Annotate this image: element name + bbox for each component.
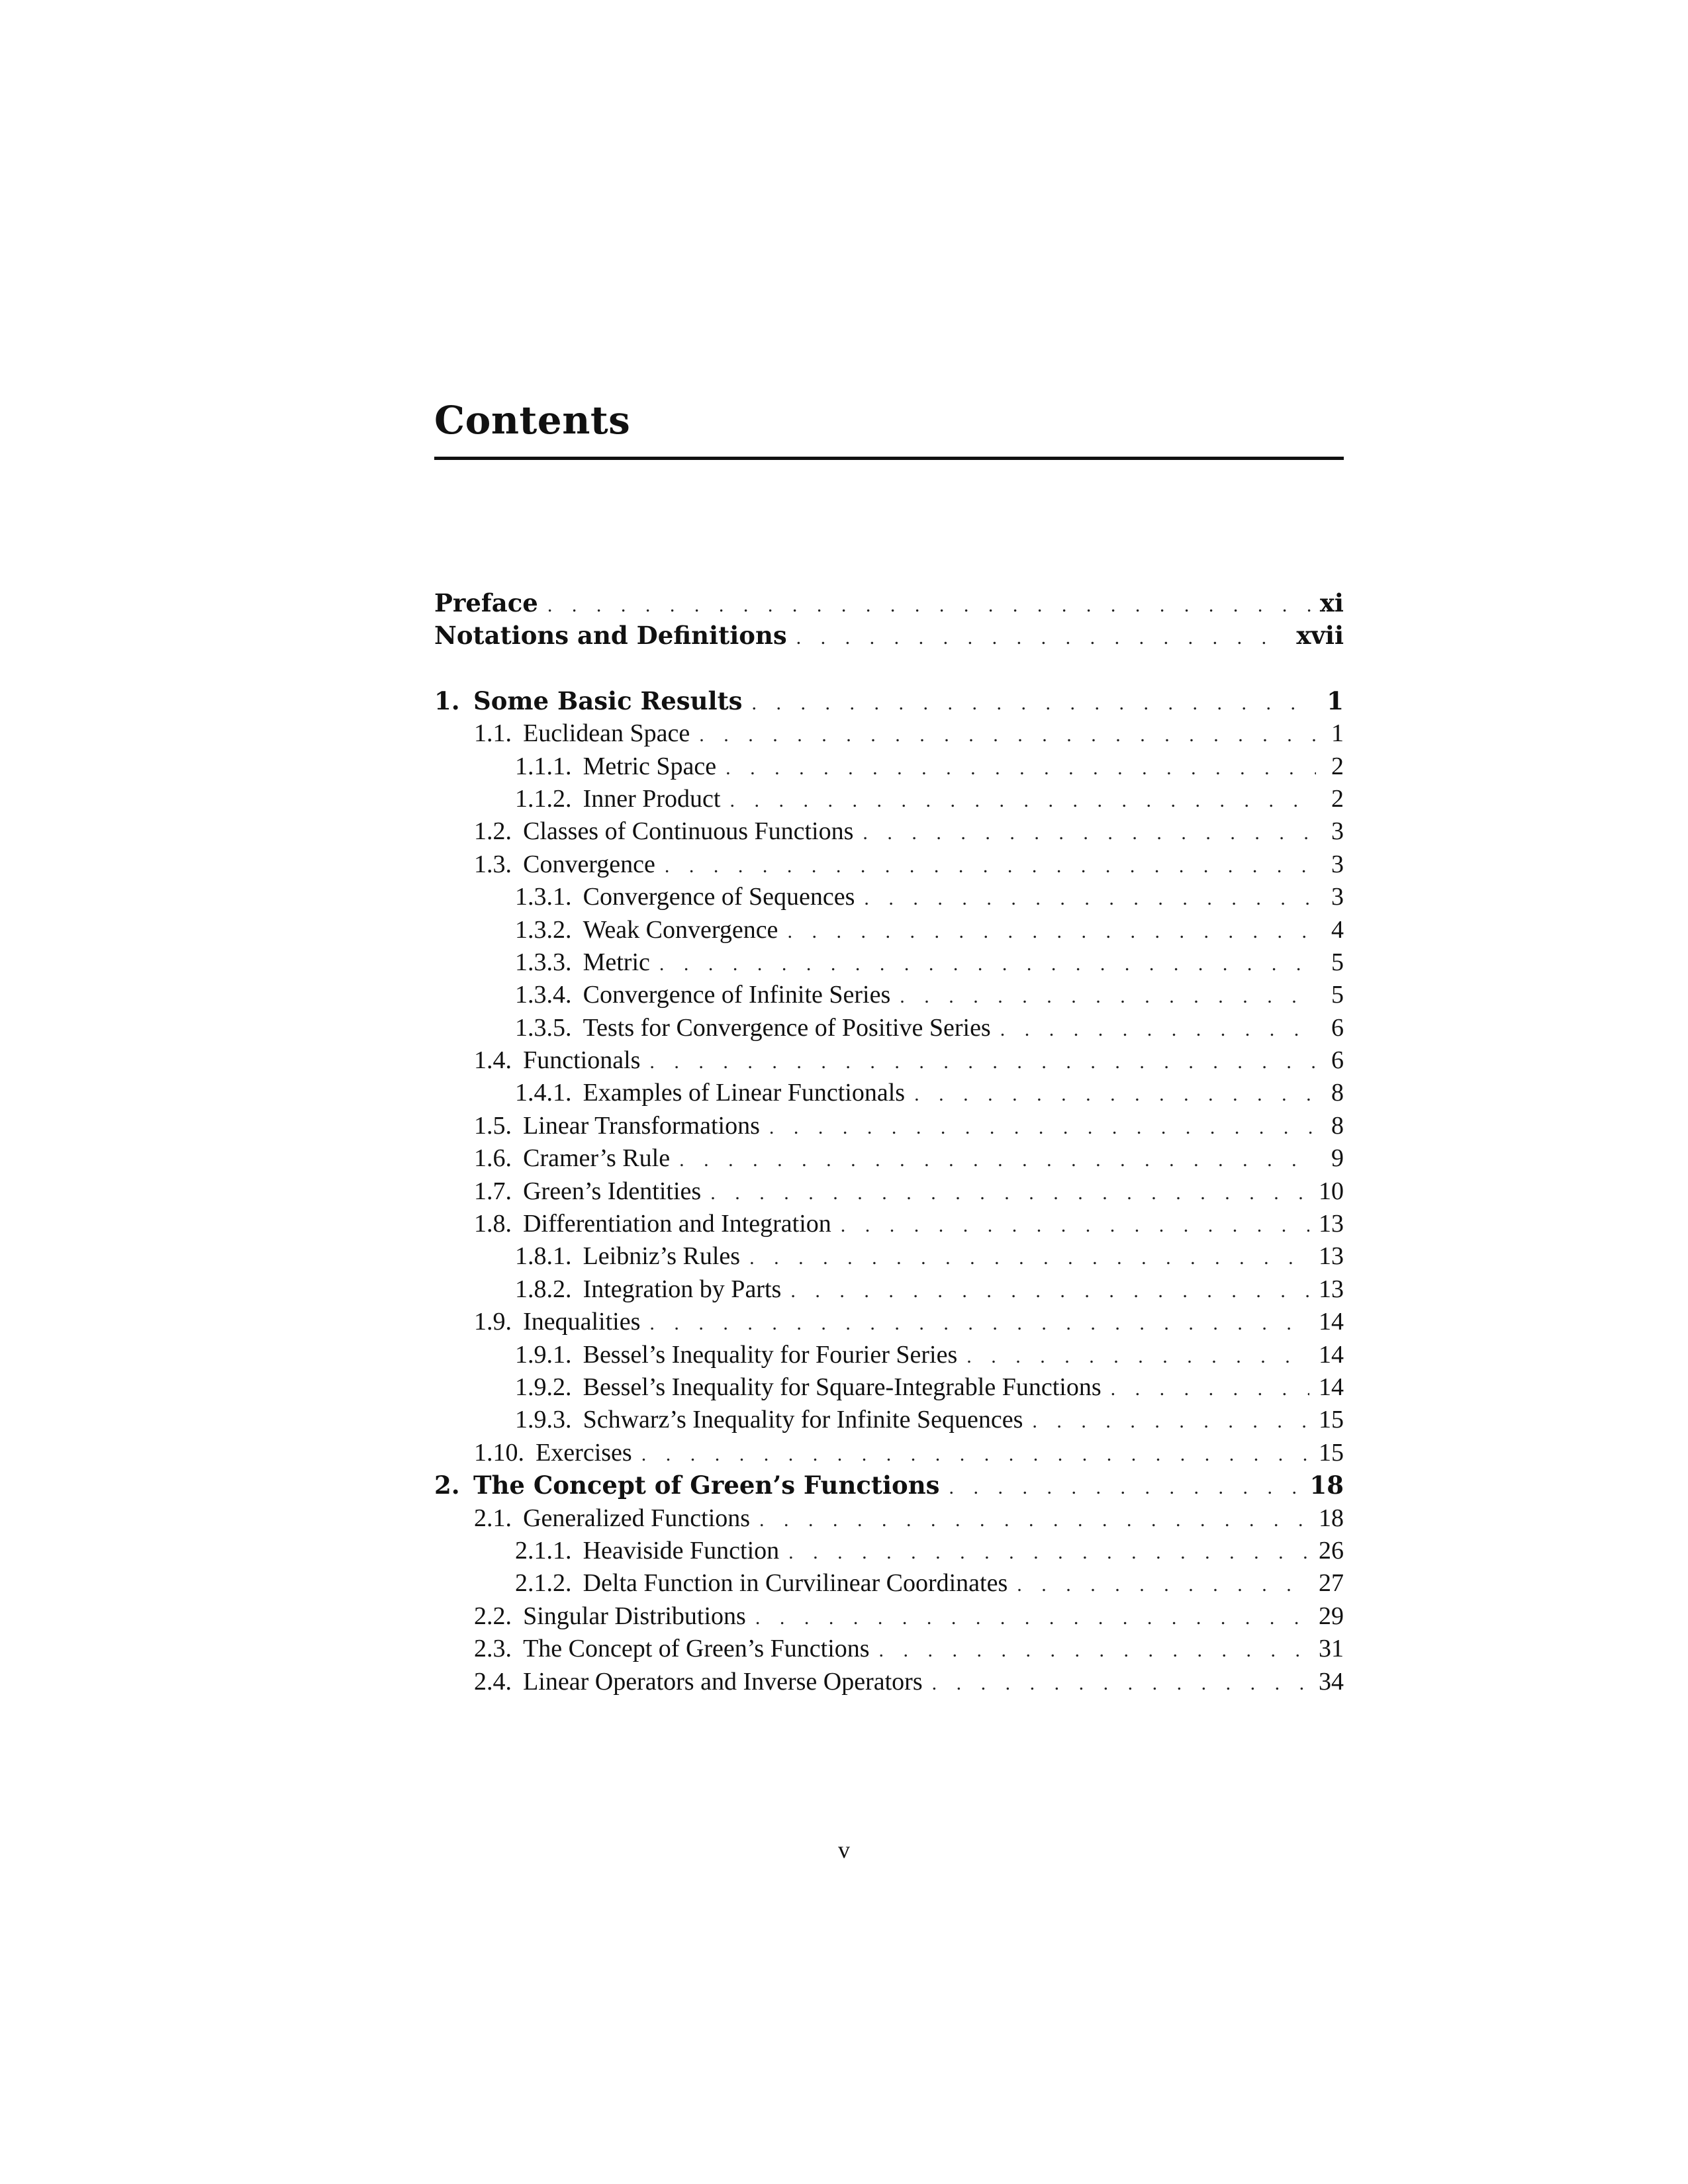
toc-entry-page: 1 (1331, 719, 1344, 748)
dot-leader (649, 1307, 1309, 1340)
toc-entry-title: Exercises (536, 1438, 632, 1467)
toc-entry-section[interactable] (434, 1502, 1344, 1535)
toc-entry-title: Generalized Functions (523, 1504, 751, 1532)
toc-entry-title: Linear Operators and Inverse Operators (523, 1667, 923, 1696)
toc-entry-page: 14 (1319, 1308, 1344, 1336)
toc-entry-subsection[interactable] (434, 1240, 1344, 1273)
toc-entry-number: 1.9.2. (515, 1373, 572, 1401)
title-rule (434, 457, 1344, 460)
toc-entry-number: 1.2. (474, 817, 512, 846)
toc-entry-number: 1.3.5. (515, 1013, 572, 1042)
toc-entry-section[interactable] (434, 1044, 1344, 1077)
toc-entry-number: 1.8.1. (515, 1242, 572, 1271)
toc-entry-subsection[interactable] (434, 881, 1344, 913)
toc-entry-page: 6 (1331, 1046, 1344, 1075)
dot-leader (932, 1667, 1309, 1700)
toc-entry-number: 1.8.2. (515, 1275, 572, 1303)
toc-entry-number: 2. (434, 1471, 460, 1500)
toc-entry-page: 18 (1319, 1504, 1344, 1532)
toc-entry-section[interactable] (434, 717, 1344, 750)
toc-entry-number: 1. (434, 686, 460, 715)
toc-entry-subsection[interactable] (434, 1273, 1344, 1306)
toc-entry-chapter[interactable] (434, 1469, 1344, 1502)
toc-entry-number: 2.1.2. (515, 1569, 572, 1598)
toc-entry-page: 10 (1319, 1177, 1344, 1205)
toc-entry-page: 6 (1331, 1013, 1344, 1042)
toc-entry-title: Metric Space (583, 752, 717, 780)
toc-entry-title: Tests for Convergence of Positive Series (583, 1013, 991, 1042)
toc-entry-title: Leibniz’s Rules (583, 1242, 741, 1271)
toc-entry-subsection[interactable] (434, 751, 1344, 783)
toc-entry-page: 13 (1319, 1242, 1344, 1271)
toc-entry-number: 1.6. (474, 1144, 512, 1173)
toc-entry-subsection[interactable] (434, 946, 1344, 979)
toc-entry-section[interactable] (434, 1142, 1344, 1175)
dot-leader (679, 1144, 1316, 1176)
dot-leader (659, 948, 1316, 980)
toc-entry-number: 1.3.3. (515, 948, 572, 976)
dot-leader (699, 719, 1316, 751)
dot-leader (914, 1078, 1316, 1111)
toc-entry-page: 5 (1331, 948, 1344, 976)
toc-entry-title: Convergence of Infinite Series (583, 981, 891, 1009)
toc-entry-subsection[interactable] (434, 1404, 1344, 1436)
toc-entry-title: Convergence of Sequences (583, 883, 855, 911)
toc-entry-subsection[interactable] (434, 1371, 1344, 1404)
toc-entry-section[interactable] (434, 1208, 1344, 1240)
toc-entry-title: Weak Convergence (583, 915, 778, 944)
toc-entry-subsection[interactable] (434, 783, 1344, 815)
toc-entry-title: Linear Transformations (523, 1111, 760, 1140)
toc-entry-subsection[interactable] (434, 1077, 1344, 1109)
dot-leader (966, 1340, 1309, 1373)
dot-leader (769, 1111, 1316, 1144)
toc-entry-title: Preface (434, 588, 538, 617)
toc-entry-page: 9 (1331, 1144, 1344, 1173)
toc-entry-title: Inner Product (583, 784, 721, 813)
dot-leader (1032, 1405, 1309, 1437)
toc-entry-section[interactable] (434, 1110, 1344, 1142)
toc-entry-title: Inequalities (523, 1308, 641, 1336)
toc-entry-number: 2.1.1. (515, 1536, 572, 1565)
toc-entry-top[interactable] (434, 587, 1344, 619)
toc-entry-number: 2.4. (474, 1667, 512, 1696)
toc-entry-number: 1.7. (474, 1177, 512, 1205)
dot-leader (864, 882, 1316, 915)
toc-entry-number: 1.10. (474, 1438, 524, 1467)
dot-leader (755, 1602, 1309, 1634)
toc-entry-title: Singular Distributions (523, 1602, 746, 1630)
toc-entry-section[interactable] (434, 1437, 1344, 1469)
dot-leader (749, 1242, 1309, 1274)
toc-entry-section[interactable] (434, 1600, 1344, 1633)
toc-entry-number: 1.1.2. (515, 784, 572, 813)
toc-entry-subsection[interactable] (434, 1339, 1344, 1371)
toc-entry-number: 1.1. (474, 719, 512, 748)
toc-entry-title: The Concept of Green’s Functions (523, 1635, 870, 1663)
dot-leader (949, 1471, 1300, 1504)
toc-entry-title: Classes of Continuous Functions (523, 817, 854, 846)
toc-entry-title: Heaviside Function (583, 1536, 780, 1565)
toc-entry-page: 2 (1331, 752, 1344, 780)
toc-entry-number: 1.9. (474, 1308, 512, 1336)
dot-leader (787, 915, 1316, 948)
toc-entry-subsection[interactable] (434, 1535, 1344, 1567)
toc-entry-number: 1.8. (474, 1210, 512, 1238)
toc-entry-page: 18 (1309, 1471, 1344, 1500)
dot-leader (665, 850, 1316, 882)
toc-entry-title: Convergence (523, 850, 655, 878)
dot-leader (649, 1046, 1316, 1078)
toc-entry-title: Notations and Definitions (434, 621, 787, 651)
dot-leader (1000, 1013, 1316, 1046)
dot-leader (1111, 1373, 1309, 1405)
dot-leader (710, 1177, 1309, 1209)
toc-entry-page: 5 (1331, 981, 1344, 1009)
toc-entry-section[interactable] (434, 815, 1344, 848)
toc-entry-number: 2.2. (474, 1602, 512, 1630)
toc-entry-page: 8 (1331, 1079, 1344, 1107)
toc-entry-page: xvii (1296, 621, 1344, 651)
dot-leader (788, 1536, 1309, 1569)
toc-entry-top[interactable] (434, 619, 1344, 652)
toc-entry-page: 8 (1331, 1111, 1344, 1140)
toc-entry-title: The Concept of Green’s Functions (473, 1471, 940, 1500)
toc-entry-number: 1.4.1. (515, 1079, 572, 1107)
toc-entry-page: 1 (1327, 686, 1344, 715)
dot-leader (641, 1438, 1309, 1471)
toc-entry-section[interactable] (434, 1633, 1344, 1665)
dot-leader (841, 1209, 1309, 1242)
toc-entry-title: Differentiation and Integration (523, 1210, 831, 1238)
table-of-contents (434, 587, 1344, 1698)
dot-leader (726, 752, 1316, 784)
toc-entry-title: Bessel’s Inequality for Fourier Series (583, 1340, 958, 1369)
toc-entry-page: 2 (1331, 784, 1344, 813)
toc-entry-title: Schwarz’s Inequality for Infinite Sequences (583, 1406, 1023, 1434)
toc-entry-page: 31 (1319, 1635, 1344, 1663)
toc-entry-subsection[interactable] (434, 1567, 1344, 1600)
toc-entry-number: 1.3.2. (515, 915, 572, 944)
toc-entry-page: 29 (1319, 1602, 1344, 1630)
toc-entry-page: 3 (1331, 883, 1344, 911)
toc-entry-number: 1.3.1. (515, 883, 572, 911)
page-number: v (838, 1837, 850, 1863)
toc-entry-page: 34 (1319, 1667, 1344, 1696)
dot-leader (1017, 1569, 1309, 1601)
toc-entry-section[interactable] (434, 1666, 1344, 1698)
toc-entry-title: Euclidean Space (523, 719, 690, 748)
toc-entry-title: Cramer’s Rule (523, 1144, 671, 1173)
toc-entry-number: 1.3.4. (515, 981, 572, 1009)
toc-entry-page: 15 (1319, 1438, 1344, 1467)
toc-entry-page: 14 (1319, 1373, 1344, 1401)
toc-entry-title: Delta Function in Curvilinear Coordinates (583, 1569, 1008, 1598)
dot-leader (879, 1634, 1309, 1666)
toc-entry-section[interactable] (434, 1306, 1344, 1338)
toc-entry-number: 1.5. (474, 1111, 512, 1140)
toc-entry-number: 1.4. (474, 1046, 512, 1075)
dot-leader (547, 589, 1311, 621)
toc-entry-subsection[interactable] (434, 979, 1344, 1011)
toc-entry-number: 2.3. (474, 1635, 512, 1663)
toc-entry-title: Examples of Linear Functionals (583, 1079, 906, 1107)
toc-entry-page: 13 (1319, 1275, 1344, 1303)
dot-leader (729, 784, 1316, 817)
toc-entry-page: xi (1319, 588, 1344, 617)
toc-entry-page: 4 (1331, 915, 1344, 944)
toc-entry-title: Integration by Parts (583, 1275, 782, 1303)
dot-leader (759, 1504, 1309, 1536)
toc-entry-number: 1.9.1. (515, 1340, 572, 1369)
toc-entry-number: 2.1. (474, 1504, 512, 1532)
dot-leader (900, 980, 1316, 1013)
dot-leader (752, 687, 1317, 719)
dot-leader (863, 817, 1316, 849)
toc-entry-page: 3 (1331, 817, 1344, 846)
toc-entry-number: 1.1.1. (515, 752, 572, 780)
toc-entry-page: 15 (1319, 1406, 1344, 1434)
toc-entry-subsection[interactable] (434, 914, 1344, 946)
toc-entry-subsection[interactable] (434, 1012, 1344, 1044)
toc-entry-number: 1.9.3. (515, 1406, 572, 1434)
toc-entry-section[interactable] (434, 1175, 1344, 1208)
toc-entry-title: Some Basic Results (473, 686, 743, 715)
toc-entry-page: 27 (1319, 1569, 1344, 1598)
toc-entry-title: Functionals (523, 1046, 641, 1075)
toc-entry-page: 3 (1331, 850, 1344, 878)
toc-entry-number: 1.3. (474, 850, 512, 878)
toc-entry-section[interactable] (434, 848, 1344, 881)
toc-entry-title: Metric (583, 948, 650, 976)
toc-entry-title: Bessel’s Inequality for Square-Integrable Functions (583, 1373, 1102, 1401)
toc-entry-chapter[interactable] (434, 685, 1344, 717)
toc-entry-page: 13 (1319, 1210, 1344, 1238)
toc-entry-title: Green’s Identities (523, 1177, 702, 1205)
dot-leader (796, 621, 1288, 654)
toc-entry-page: 14 (1319, 1340, 1344, 1369)
toc-entry-page: 26 (1319, 1536, 1344, 1565)
page-title: Contents (434, 398, 631, 443)
dot-leader (790, 1275, 1309, 1307)
